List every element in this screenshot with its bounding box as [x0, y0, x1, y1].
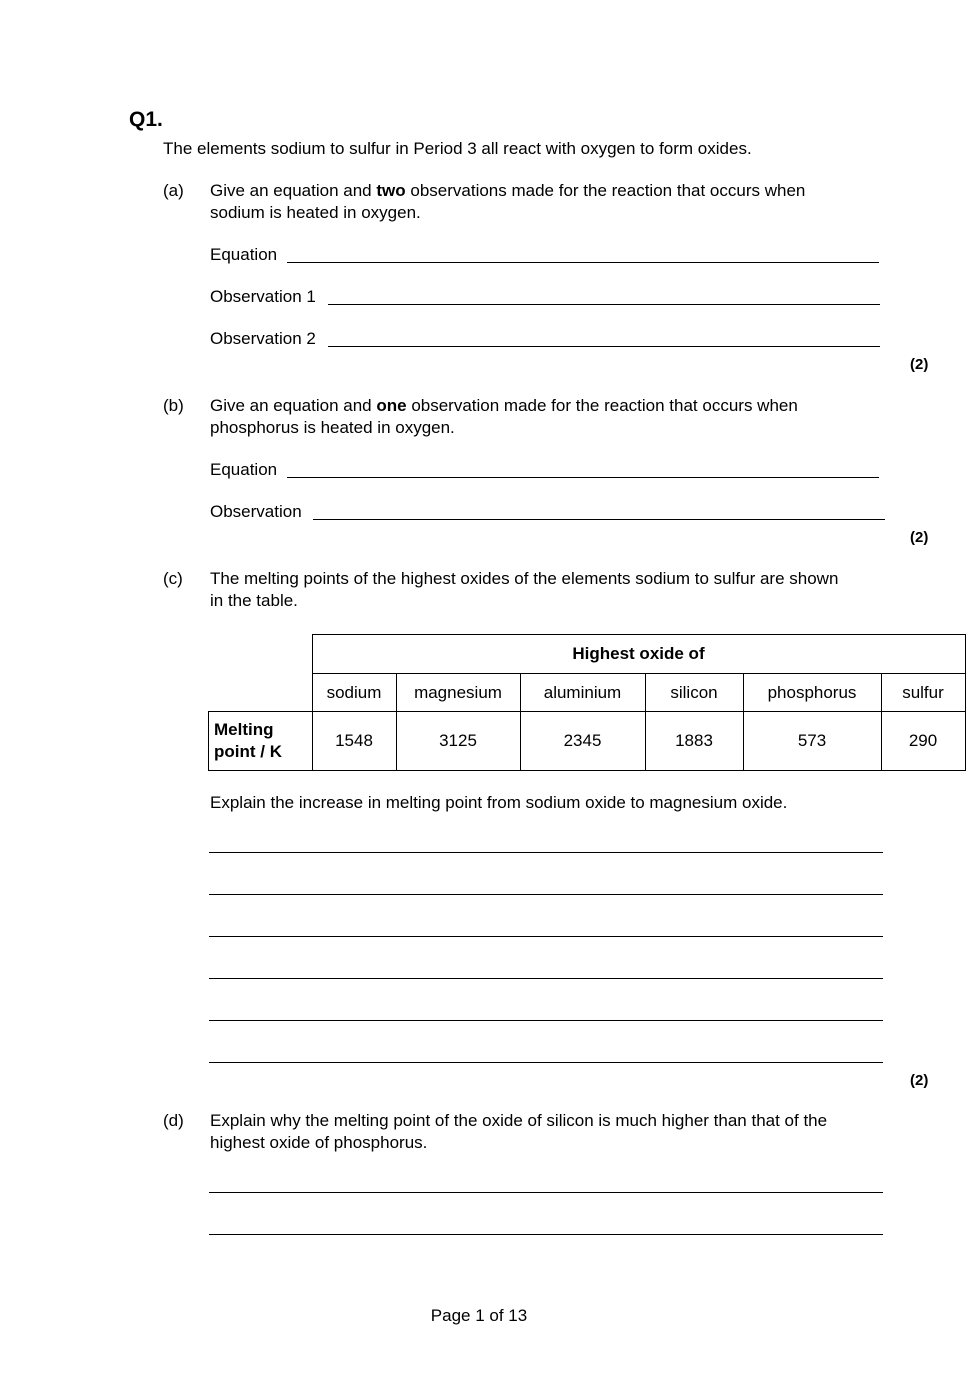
- part-d-text-line1: Explain why the melting point of the oxide of silicon is much higher than that of the: [210, 1111, 828, 1130]
- part-b-text-line2: phosphorus is heated in oxygen.: [210, 418, 455, 437]
- part-d-answer-line[interactable]: [209, 1234, 883, 1235]
- part-a-text-line2: sodium is heated in oxygen.: [210, 203, 421, 222]
- table-corner-blank-2: [209, 674, 313, 712]
- part-b-label: (b): [163, 396, 184, 415]
- part-d-label: (d): [163, 1111, 184, 1130]
- part-c-marks: (2): [910, 1072, 929, 1089]
- part-c-label: (c): [163, 569, 183, 588]
- part-c-answer-line[interactable]: [209, 978, 883, 979]
- part-a-observation2-answer-line[interactable]: [328, 346, 880, 347]
- part-c-answer-line[interactable]: [209, 1062, 883, 1063]
- table-corner-blank: [209, 635, 313, 674]
- part-b-equation-label: Equation: [210, 460, 278, 479]
- part-a-observation1-label: Observation 1: [210, 287, 316, 306]
- table-column-header: magnesium: [396, 674, 520, 712]
- part-b-text: Give an equation and one observation made for the reaction that occurs when: [210, 396, 798, 415]
- question-number: Q1.: [129, 108, 163, 131]
- part-a-label: (a): [163, 181, 184, 200]
- table-row-header: Melting point / K: [209, 712, 313, 771]
- table-column-header: phosphorus: [743, 674, 881, 712]
- table-group-header: Highest oxide of: [312, 635, 965, 674]
- table-cell: 1883: [645, 712, 743, 771]
- part-a-observation2-label: Observation 2: [210, 329, 316, 348]
- part-b-observation-answer-line[interactable]: [313, 519, 885, 520]
- table-cell: 1548: [312, 712, 396, 771]
- part-a-text: Give an equation and two observations made for the reaction that occurs when: [210, 181, 806, 200]
- part-c-answer-line[interactable]: [209, 1020, 883, 1021]
- melting-point-table: [208, 634, 966, 771]
- question-intro: The elements sodium to sulfur in Period 3 all react with oxygen to form oxides.: [163, 139, 752, 158]
- part-d-answer-line[interactable]: [209, 1192, 883, 1193]
- part-b-marks: (2): [910, 529, 929, 546]
- table-cell: 290: [881, 712, 965, 771]
- part-a-observation1-answer-line[interactable]: [328, 304, 880, 305]
- part-c-answer-line[interactable]: [209, 936, 883, 937]
- table-column-header: sulfur: [881, 674, 965, 712]
- part-c-answer-line[interactable]: [209, 894, 883, 895]
- table-cell: 573: [743, 712, 881, 771]
- part-a-equation-answer-line[interactable]: [287, 262, 879, 263]
- table-column-header: aluminium: [520, 674, 645, 712]
- part-b-observation-label: Observation: [210, 502, 302, 521]
- part-c-prompt: Explain the increase in melting point from sodium oxide to magnesium oxide.: [210, 793, 788, 812]
- part-b-equation-answer-line[interactable]: [287, 477, 879, 478]
- table-column-header: silicon: [645, 674, 743, 712]
- table-cell: 3125: [396, 712, 520, 771]
- part-c-text-line2: in the table.: [210, 591, 298, 610]
- table-cell: 2345: [520, 712, 645, 771]
- page-footer: Page 1 of 13: [430, 1306, 528, 1325]
- part-a-marks: (2): [910, 356, 929, 373]
- part-c-text-line1: The melting points of the highest oxides of the elements sodium to sulfur are shown: [210, 569, 839, 588]
- part-a-equation-label: Equation: [210, 245, 278, 264]
- part-d-text-line2: highest oxide of phosphorus.: [210, 1133, 428, 1152]
- part-c-answer-line[interactable]: [209, 852, 883, 853]
- table-column-header: sodium: [312, 674, 396, 712]
